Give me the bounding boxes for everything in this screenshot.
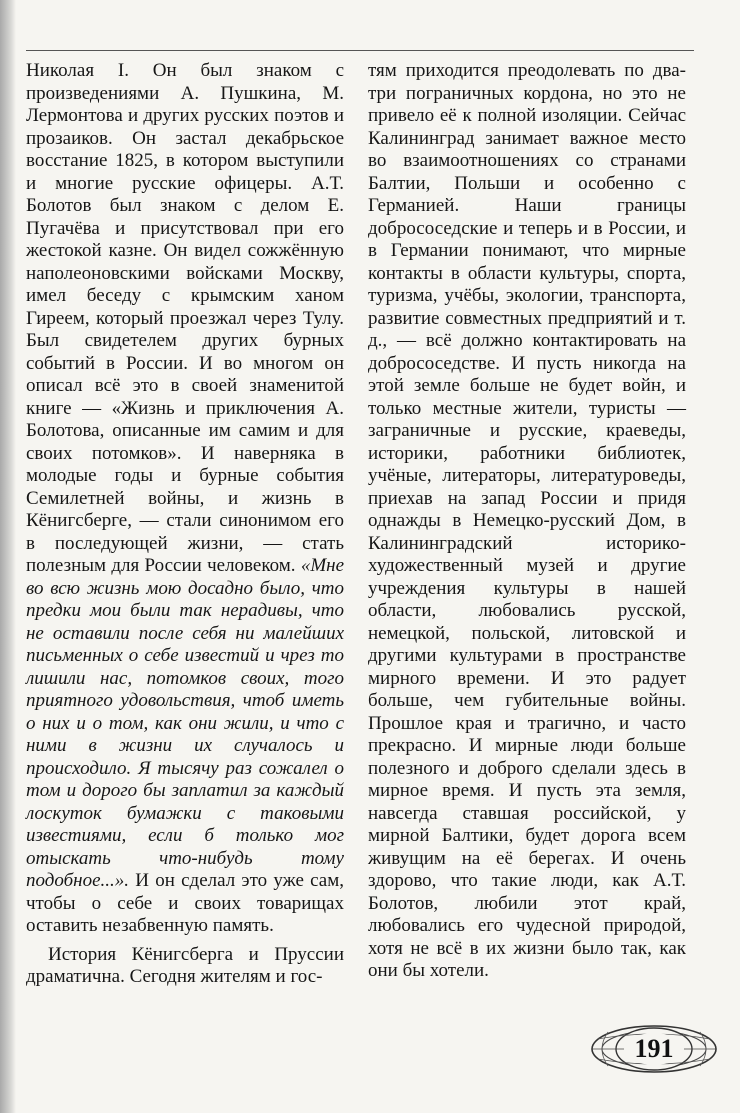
left-paragraph-1-ending: И он сделал это уже сам, чтобы о себе и своих товарищах оставить незабвенную память.	[26, 870, 345, 936]
page-number-badge	[590, 1024, 718, 1074]
page-number: 191	[634, 1034, 674, 1063]
left-paragraph-1	[26, 60, 344, 938]
header-rule	[26, 50, 694, 51]
left-paragraph-2: История Кёнигсберга и Пруссии драматична. Сегодня жителям и гос-	[26, 943, 344, 987]
right-paragraph-1: тям приходится преодолевать по два-три пограничных кордона, но это не привело её к полной изоляции. Сейчас Калининград занимает важное место во взаимоотношениях со странами Балтии, Польши и особенно с Германией. Наши границы добрососедские и теперь и в России, и в Германии понимают, что мирные контакты в области культуры, спорта, туризма, учёбы, экологии, транспорта, развитие совместных предприятий и т. д., — всё должно контактировать на добрососедстве. И пусть никогда на этой земле больше не будет войн, и только местные жители, туристы — заграничные и русские, краеведы, историки, работники библиотек, учёные, литераторы, литературоведы, приехав на запад России и придя однажды в Немецко-русский Дом, в Калининградский историко-художественный музей и другие учреждения культуры в нашей области, любовались русской, немецкой, польской, литовской и другими культурами в пространстве мирного времени. И это радует больше, чем губительные войны. Прошлое края и трагично, и часто прекрасно. И мирные люди больше полезного и доброго сделали здесь в мирное время. И пусть эта земля, навсегда ставшая российской, у мирной Балтики, будет дорога всем живущим на её берегах. И очень здорово, что такие люди, как А.Т. Болотов, любили этот край, любовались его чудесной природой, хотя не всё в их жизни было так, как они бы хотели.	[368, 60, 686, 981]
right-column	[368, 60, 686, 983]
bolotov-quote: «Мне во всю жизнь мою досадно было, что предки мои были так нерадивы, что не оставили после себя ни малейших письменных о себе известий и чрез то лишили нас, потомков своих, того приятного удовольствия, чтоб иметь о них и о том, как они жили, и что с ними в жизни их случалось и происходило. Я тысячу раз сожалел о том и дорого бы заплатил за каждый лоскуток бумажки с таковыми известиями, если б только мог отыскать что-нибудь тому подобное...».	[26, 555, 344, 891]
left-paragraph-1-text: Николая I. Он был знаком с произведениями А. Пушкина, М. Лермонтова и других русских поэтов и прозаиков. Он застал декабрьское восстание 1825, в котором выступили и многие русские офицеры. А.Т. Болотов был знаком с делом Е. Пугачёва и присутствовал при его жестокой казне. Он видел сожжённую наполеоновскими войсками Москву, имел беседу с крымским ханом Гиреем, который проезжал через Тулу. Был свидетелем других бурных событий в России. И во многом он описал всё это в своей знаменитой книге — «Жизнь и приключения А. Болотова, описанные им самим и для своих потомков». И наверняка в молодые годы и бурные события Семилетней войны, и жизнь в Кёнигсберге, — стали синонимом его в последующей жизни, — стать полезным для России человеком.	[26, 60, 344, 576]
book-spine-shadow	[0, 0, 16, 1113]
left-column	[26, 60, 344, 989]
